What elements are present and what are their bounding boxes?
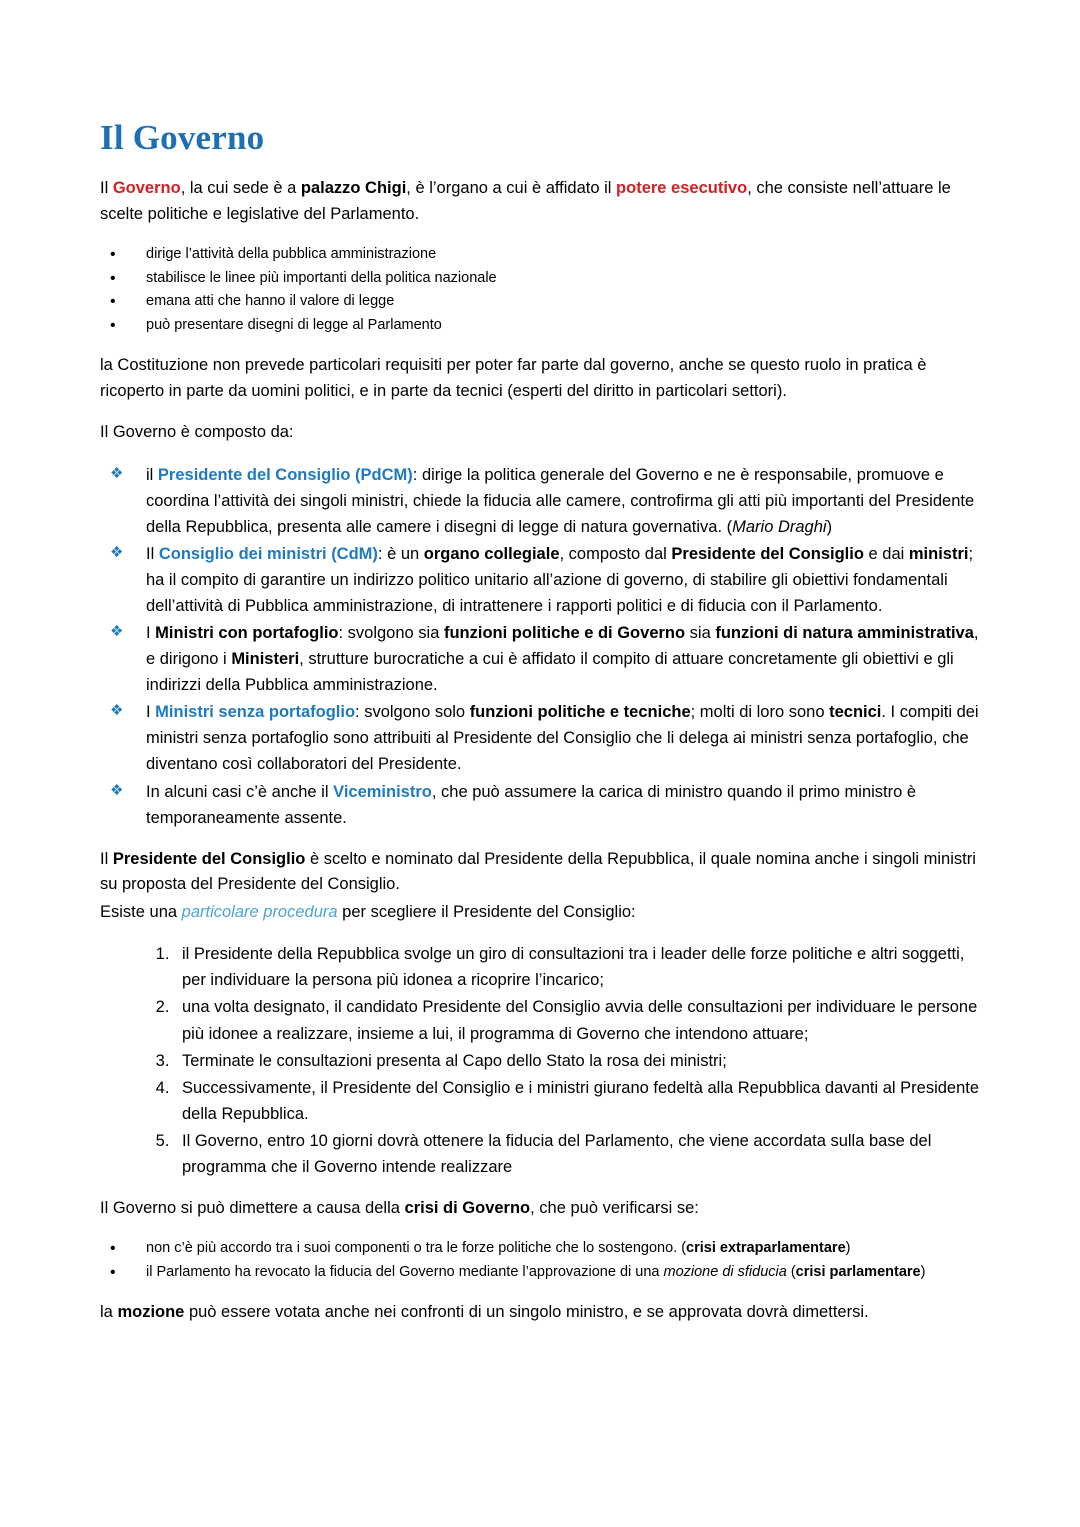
intro-text-b: , la cui sede è a [180, 179, 301, 197]
procedura-highlight: particolare procedura [181, 902, 338, 921]
member-lead: il [146, 465, 158, 484]
member-text-2: ; molti di loro sono [690, 703, 830, 722]
member-bold-2: tecnici [829, 703, 882, 722]
member-name: Viceministro [333, 782, 432, 801]
member-lead: Il [146, 544, 159, 563]
nomina-text-a: Il [100, 849, 113, 868]
list-item: 3. Terminate le consultazioni presenta al Capo dello Stato la rosa dei ministri; [174, 1048, 980, 1074]
nomina-paragraph [100, 847, 980, 898]
member-text-1: : è un [377, 544, 424, 563]
member-text-4: ; ha il compito di garantire un indirizzo politico unitario all’azione di governo, di stabilire gli obiettivi fondamentali dell’attività di Pubblica amministrazione, di intrattenere i rapporti politici e di fiducia con il Parlamento. [146, 544, 974, 616]
member-bold-3: ministri [908, 544, 969, 563]
intro-paragraph [100, 176, 980, 227]
member-name: Ministri senza portafoglio [155, 703, 356, 722]
crisi-item1-text-b: ) [845, 1240, 851, 1257]
procedure-list [100, 941, 980, 1180]
crisi-item2-text-a: il Parlamento ha revocato la fiducia del Governo mediante l’approvazione di una [146, 1263, 664, 1280]
member-name: Presidente del Consiglio (PdCM) [157, 465, 413, 484]
member-text-1: : svolgono sia [338, 624, 444, 643]
member-ministri-con-portafoglio [110, 620, 980, 698]
list-item: • emana atti che hanno il valore di legge [110, 290, 980, 313]
closing-text-a: la [100, 1302, 118, 1321]
intro-keyword-governo: Governo [112, 179, 181, 197]
composizione-intro: Il Governo è composto da: [100, 423, 294, 442]
member-ministri-senza-portafoglio [110, 699, 980, 777]
member-lead: I [146, 624, 156, 643]
member-text-3: e dai [863, 544, 909, 563]
member-lead: In alcuni casi c’è anche il [146, 782, 334, 801]
list-item: 4. Successivamente, il Presidente del Consiglio e i ministri giurano fedeltà alla Repubblica davanti al Presidente della Repubblica. [174, 1075, 980, 1127]
procedura-intro [100, 900, 980, 926]
nomina-bold: Presidente del Consiglio [112, 849, 306, 868]
crisi-item2-text-b: ( [786, 1263, 796, 1280]
requisiti-paragraph: la Costituzione non prevede particolari requisiti per poter far parte dal governo, anche se questo ruolo in pratica è ricoperto in parte da uomini politici, e in parte da tecnici (esperti del diritto in particolari settori). [100, 356, 927, 400]
crisi-item2-text-c: ) [920, 1263, 926, 1280]
member-name: Consiglio dei ministri (CdM) [158, 544, 378, 563]
member-bold-4: Ministeri [231, 650, 300, 669]
closing-text-b: può essere votata anche nei confronti di un singolo ministro, e se approvata dovrà dimettersi. [184, 1302, 869, 1321]
list-item: • dirige l’attività della pubblica amministrazione [110, 243, 980, 266]
member-text: : dirige la politica generale del Governo e ne è responsabile, promuove e coordina l’attività dei singoli ministri, chiede la fiducia alle camere, controfirma gli atti più importanti del Presidente della Repubblica, presenta alle camere i disegni di legge di natura governativa. ( [146, 465, 975, 536]
crisi-text-b: , che può verificarsi se: [530, 1198, 699, 1217]
nomina-text-b: è scelto e nominato dal Presidente della Repubblica, il quale nomina anche i singoli ministri su proposta del Presidente del Consiglio. [100, 849, 976, 894]
member-bold-2: Presidente del Consiglio [671, 544, 864, 563]
intro-keyword-potere: potere esecutivo [616, 179, 748, 197]
closing-bold: mozione [117, 1302, 185, 1321]
list-item [110, 1261, 980, 1284]
member-italic: Mario Draghi [732, 517, 827, 536]
page-title: Il Governo [100, 118, 265, 157]
member-pdcm [110, 462, 980, 540]
crisi-bold: crisi di Governo [404, 1198, 531, 1217]
crisi-intro [100, 1196, 980, 1222]
member-text-3: , e dirigono i [146, 624, 979, 669]
list-item: 2. una volta designato, il candidato Presidente del Consiglio avvia delle consultazioni per individuare le persone più idonee a realizzare, insieme a lui, il programma di Governo che intendono attuare; [174, 994, 980, 1046]
crisi-item2-bold: crisi parlamentare [795, 1263, 921, 1280]
member-viceministro [110, 779, 980, 831]
crisi-item1-text-a: non c’è più accordo tra i suoi componenti o tra le forze politiche che lo sostengono. ( [146, 1240, 687, 1257]
members-list [100, 462, 980, 831]
member-text-2: sia [685, 624, 716, 643]
member-cdm [110, 541, 980, 619]
list-item: 1. il Presidente della Repubblica svolge un giro di consultazioni tra i leader delle forze politiche e altri soggetti, per individuare la persona più idonea a ricoprire l’incarico; [174, 941, 980, 993]
crisi-list [100, 1237, 980, 1283]
member-bold-3: funzioni di natura amministrativa [715, 624, 974, 643]
member-bold-2: funzioni politiche e di Governo [443, 624, 686, 643]
member-lead: I [146, 703, 156, 722]
list-item: 5. Il Governo, entro 10 giorni dovrà ottenere la fiducia del Parlamento, che viene accordata sulla base del programma che il Governo intende realizzare [174, 1128, 980, 1180]
member-text: , che può assumere la carica di ministro quando il primo ministro è temporaneamente assente. [146, 782, 917, 827]
crisi-item1-bold: crisi extraparlamentare [686, 1240, 846, 1257]
member-text-4: , strutture burocratiche a cui è affidato il compito di attuare concretamente gli obiettivi e gli indirizzi della Pubblica amministrazione. [146, 650, 954, 695]
list-item: • può presentare disegni di legge al Parlamento [110, 314, 980, 337]
member-text-end: ) [826, 517, 833, 536]
intro-text-c: , è l’organo a cui è affidato il [406, 179, 617, 197]
crisi-item2-italic: mozione di sfiducia [663, 1263, 787, 1280]
intro-keyword-palazzo: palazzo Chigi [300, 179, 407, 197]
crisi-text-a: Il Governo si può dimettere a causa della [100, 1198, 405, 1217]
member-text-3: . I compiti dei ministri senza portafoglio sono attribuiti al Presidente del Consiglio che li delega ai ministri senza portafoglio, che diventano così collaboratori del Presidente. [146, 703, 979, 774]
member-text-1: : svolgono solo [355, 703, 470, 722]
closing-paragraph [100, 1300, 980, 1326]
functions-list [100, 243, 980, 337]
member-bold-1: funzioni politiche e tecniche [469, 703, 691, 722]
list-item: • stabilisce le linee più importanti della politica nazionale [110, 267, 980, 290]
member-bold-1: Ministri con portafoglio [155, 624, 339, 643]
intro-text-a: Il [100, 179, 113, 197]
list-item [110, 1237, 980, 1260]
procedura-text-b: per scegliere il Presidente del Consiglio: [337, 902, 636, 921]
member-bold-1: organo collegiale [423, 544, 560, 563]
procedura-text-a: Esiste una [100, 902, 182, 921]
intro-text-d: , che consiste nell’attuare le scelte politiche e legislative del Parlamento. [100, 179, 951, 223]
member-text-2: , composto dal [559, 544, 672, 563]
